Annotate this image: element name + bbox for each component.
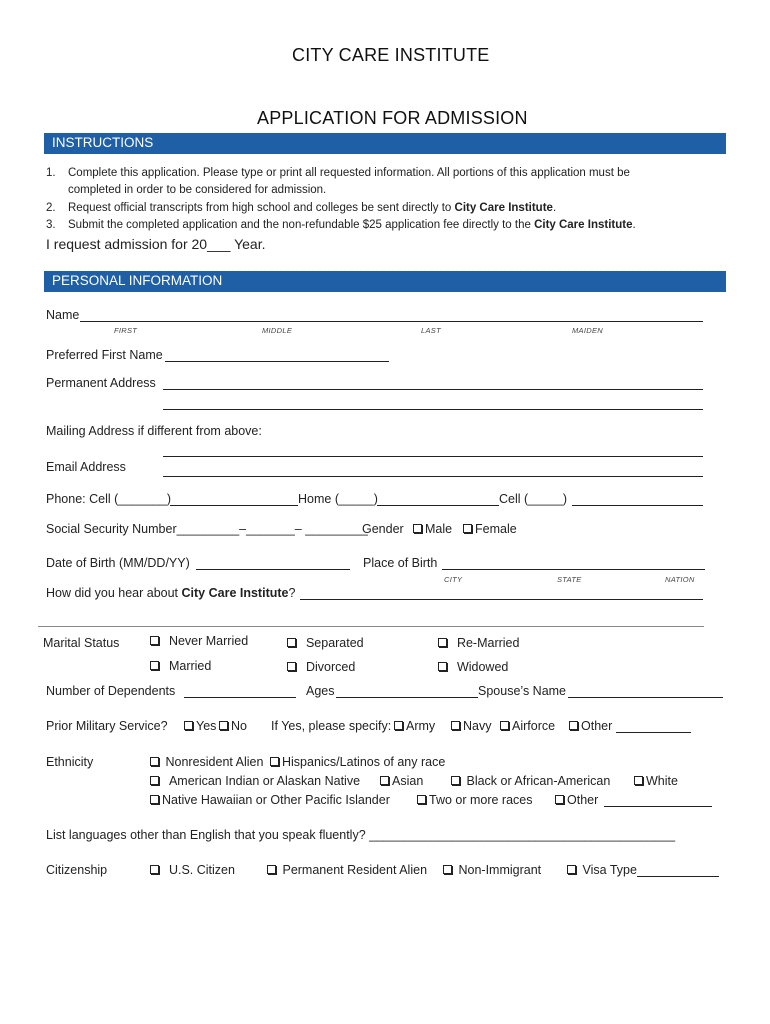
ethnicity-other-line[interactable] xyxy=(604,806,712,807)
name-middle-caption: MIDDLE xyxy=(262,326,293,335)
instruction-3 xyxy=(68,219,636,231)
name-maiden-caption: MAIDEN xyxy=(572,326,603,335)
checkbox-icon[interactable] xyxy=(567,865,576,874)
divorced-label: Divorced xyxy=(305,660,356,674)
dob-line[interactable] xyxy=(196,569,350,570)
ethnicity-other-option[interactable] xyxy=(555,793,598,807)
instruction-3-end: . xyxy=(632,219,636,231)
checkbox-icon[interactable] xyxy=(443,865,452,874)
instructions-heading: INSTRUCTIONS xyxy=(52,135,154,150)
checkbox-icon[interactable] xyxy=(438,638,447,647)
white-option[interactable] xyxy=(634,774,678,788)
airforce-label: Airforce xyxy=(512,719,556,733)
gender-male-option[interactable] xyxy=(413,522,452,536)
name-label: Name xyxy=(46,308,80,322)
pob-city-caption: CITY xyxy=(444,575,463,584)
admission-year: I request admission for 20___ Year. xyxy=(46,236,266,252)
dob-label: Date of Birth (MM/DD/YY) xyxy=(46,556,190,570)
ssn-label: Social Security Number_________–_______– _________ xyxy=(46,522,368,536)
remarried-label: Re-Married xyxy=(456,636,520,650)
navy-option[interactable] xyxy=(451,719,491,733)
checkbox-icon[interactable] xyxy=(394,721,403,730)
widowed-option[interactable] xyxy=(438,660,508,674)
asian-option[interactable] xyxy=(380,774,423,788)
american-indian-option[interactable] xyxy=(150,774,360,788)
married-label: Married xyxy=(168,659,212,673)
checkbox-icon[interactable] xyxy=(380,776,389,785)
ages-line[interactable] xyxy=(336,697,478,698)
form-title: APPLICATION FOR ADMISSION xyxy=(257,108,528,128)
mailing-address-label: Mailing Address if different from above: xyxy=(46,424,262,438)
asian-label: Asian xyxy=(392,774,424,788)
remarried-option[interactable] xyxy=(438,636,519,650)
divorced-option[interactable] xyxy=(287,660,355,674)
military-other-line[interactable] xyxy=(616,732,691,733)
military-label: Prior Military Service? xyxy=(46,719,168,733)
dependents-label: Number of Dependents xyxy=(46,684,176,698)
permanent-address-line-1[interactable] xyxy=(163,389,703,390)
checkbox-icon[interactable] xyxy=(219,721,228,730)
email-line[interactable] xyxy=(163,476,703,477)
military-yes-option[interactable] xyxy=(184,719,216,733)
hear-about-end: ? xyxy=(288,586,296,600)
section-divider xyxy=(38,626,704,627)
separated-label: Separated xyxy=(305,636,364,650)
white-label: White xyxy=(646,774,678,788)
name-last-caption: LAST xyxy=(421,326,441,335)
pob-nation-caption: NATION xyxy=(665,575,695,584)
separated-option[interactable] xyxy=(287,636,364,650)
checkbox-icon[interactable] xyxy=(463,524,472,533)
two-or-more-option[interactable] xyxy=(417,793,533,807)
hispanic-label: Hispanics/Latinos of any race xyxy=(282,755,446,769)
gender-female-label: Female xyxy=(475,522,517,536)
checkbox-icon[interactable] xyxy=(150,795,159,804)
name-line[interactable] xyxy=(80,321,703,322)
instructions-header xyxy=(44,133,726,154)
visa-type-line[interactable] xyxy=(637,876,719,877)
visa-type-label: Visa Type xyxy=(582,863,637,877)
phone-cell-label: Phone: Cell (_______) xyxy=(46,492,172,506)
gender-male-label: Male xyxy=(425,522,453,536)
languages-label: List languages other than English that you speak fluently? ____________________________________________ xyxy=(46,828,676,842)
hear-about-text: How did you hear about xyxy=(46,586,182,600)
checkbox-icon[interactable] xyxy=(150,636,159,645)
army-label: Army xyxy=(406,719,436,733)
institute-title: CITY CARE INSTITUTE xyxy=(292,45,490,65)
instruction-2-number: 2. xyxy=(46,202,56,214)
military-specify-label: If Yes, please specify: xyxy=(271,719,392,733)
phone-home-label: Home (_____) xyxy=(298,492,378,506)
nonresident-label: Nonresident Alien xyxy=(165,755,264,769)
pob-line[interactable] xyxy=(442,569,705,570)
permanent-resident-option[interactable] xyxy=(267,863,427,877)
ethnicity-label: Ethnicity xyxy=(46,755,94,769)
spouse-label: Spouse’s Name xyxy=(478,684,567,698)
gender-female-option[interactable] xyxy=(463,522,517,536)
checkbox-icon[interactable] xyxy=(451,721,460,730)
phone-cell2-label: Cell (_____) xyxy=(499,492,568,506)
permanent-address-label: Permanent Address xyxy=(46,376,156,390)
dependents-line[interactable] xyxy=(184,697,296,698)
checkbox-icon[interactable] xyxy=(287,638,296,647)
permanent-address-line-2[interactable] xyxy=(163,409,703,410)
phone-home-line[interactable] xyxy=(377,505,499,506)
checkbox-icon[interactable] xyxy=(184,721,193,730)
us-citizen-option[interactable] xyxy=(150,863,235,877)
hawaiian-option[interactable] xyxy=(150,793,390,807)
ages-label: Ages xyxy=(306,684,335,698)
two-or-more-label: Two or more races xyxy=(429,793,533,807)
hear-about-line[interactable] xyxy=(300,599,703,600)
visa-type-option[interactable] xyxy=(567,863,637,877)
pob-label: Place of Birth xyxy=(363,556,438,570)
checkbox-icon[interactable] xyxy=(451,776,460,785)
widowed-label: Widowed xyxy=(456,660,509,674)
email-label: Email Address xyxy=(46,460,126,474)
preferred-name-label: Preferred First Name xyxy=(46,348,163,362)
army-option[interactable] xyxy=(394,719,435,733)
checkbox-icon[interactable] xyxy=(569,721,578,730)
checkbox-icon[interactable] xyxy=(413,524,422,533)
personal-info-header xyxy=(44,271,726,292)
permanent-resident-label: Permanent Resident Alien xyxy=(282,863,428,877)
checkbox-icon[interactable] xyxy=(267,865,276,874)
military-no-label: No xyxy=(231,719,247,733)
military-no-option[interactable] xyxy=(219,719,247,733)
checkbox-icon[interactable] xyxy=(150,776,159,785)
ethnicity-other-label: Other xyxy=(567,793,599,807)
military-yes-label: Yes xyxy=(196,719,217,733)
name-first-caption: FIRST xyxy=(114,326,138,335)
checkbox-icon[interactable] xyxy=(417,795,426,804)
instruction-3-institute: City Care Institute xyxy=(534,219,633,231)
checkbox-icon[interactable] xyxy=(438,662,447,671)
instruction-3-number: 3. xyxy=(46,219,56,231)
checkbox-icon[interactable] xyxy=(150,757,159,766)
hear-about-institute: City Care Institute xyxy=(181,586,289,600)
checkbox-icon[interactable] xyxy=(287,662,296,671)
checkbox-icon[interactable] xyxy=(150,661,159,670)
nonresident-option[interactable] xyxy=(150,755,263,769)
hear-about-label xyxy=(46,586,295,600)
airforce-option[interactable] xyxy=(500,719,555,733)
spouse-line[interactable] xyxy=(568,697,723,698)
instruction-1-line2: completed in order to be considered for admission. xyxy=(68,184,327,196)
pob-state-caption: STATE xyxy=(557,575,582,584)
checkbox-icon[interactable] xyxy=(634,776,643,785)
instruction-1-number: 1. xyxy=(46,167,56,179)
never-married-option[interactable] xyxy=(150,634,248,648)
american-indian-label: American Indian or Alaskan Native xyxy=(168,774,361,788)
never-married-label: Never Married xyxy=(168,634,249,648)
instruction-2 xyxy=(68,202,556,214)
checkbox-icon[interactable] xyxy=(500,721,509,730)
instruction-3-text: Submit the completed application and the non-refundable $25 application fee directly to the xyxy=(68,219,535,231)
instruction-2-institute: City Care Institute xyxy=(454,202,553,214)
instruction-2-text: Request official transcripts from high school and colleges be sent directly to xyxy=(68,202,455,214)
checkbox-icon[interactable] xyxy=(555,795,564,804)
instruction-1-line1: Complete this application. Please type or print all requested information. All portions of this application must be xyxy=(68,167,630,179)
black-label: Black or African-American xyxy=(466,774,611,788)
marital-status-label: Marital Status xyxy=(43,636,120,650)
non-immigrant-label: Non-Immigrant xyxy=(458,863,542,877)
non-immigrant-option[interactable] xyxy=(443,863,541,877)
hawaiian-label: Native Hawaiian or Other Pacific Islander xyxy=(162,793,390,807)
citizenship-label: Citizenship xyxy=(46,863,108,877)
phone-cell-line[interactable] xyxy=(170,505,298,506)
instruction-2-end: . xyxy=(552,202,557,214)
gender-label: Gender xyxy=(362,522,404,536)
phone-cell2-line[interactable] xyxy=(572,505,703,506)
personal-info-heading: PERSONAL INFORMATION xyxy=(52,273,223,288)
navy-label: Navy xyxy=(463,719,492,733)
preferred-name-line[interactable] xyxy=(165,361,389,362)
married-option[interactable] xyxy=(150,659,211,673)
military-other-option[interactable] xyxy=(569,719,612,733)
us-citizen-label: U.S. Citizen xyxy=(168,863,235,877)
checkbox-icon[interactable] xyxy=(270,757,279,766)
military-other-label: Other xyxy=(581,719,613,733)
mailing-address-line[interactable] xyxy=(163,456,703,457)
hispanic-option[interactable] xyxy=(270,755,445,769)
checkbox-icon[interactable] xyxy=(150,865,159,874)
black-option[interactable] xyxy=(451,774,610,788)
